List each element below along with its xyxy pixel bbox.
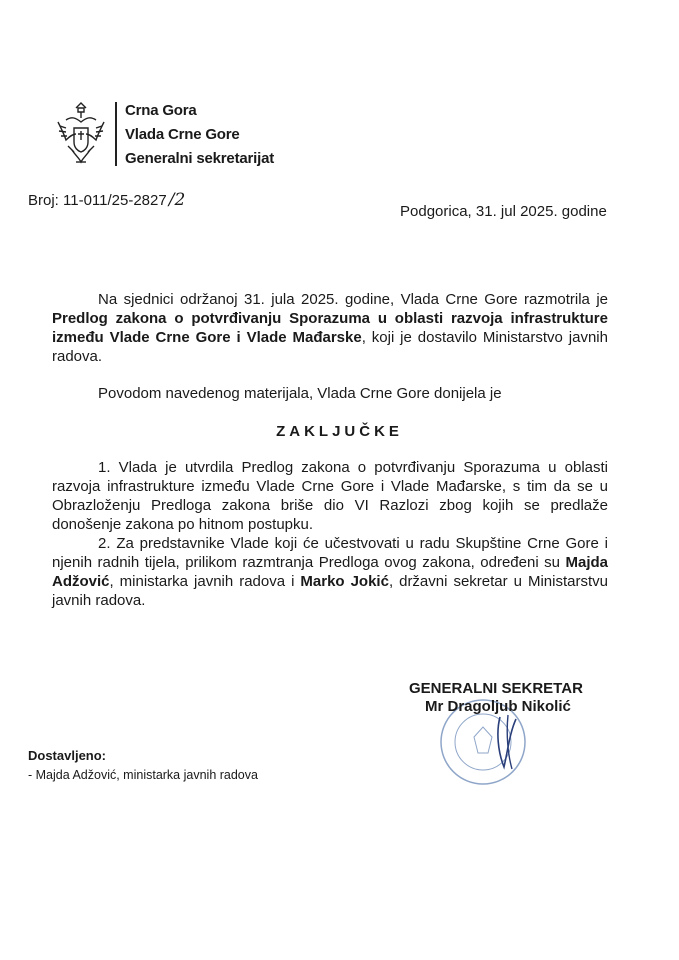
signature-title: GENERALNI SEKRETAR (409, 680, 583, 697)
item2-name-1: Majda Adžović (52, 554, 608, 590)
coat-of-arms-icon (52, 100, 110, 166)
item2-name-2: Marko Jokić (300, 573, 389, 590)
distribution-label: Dostavljeno: (28, 748, 107, 763)
paragraph-intro-end: , koji je dostavilo Ministarstvo javnih radova. (52, 329, 608, 365)
reference-number (28, 190, 185, 210)
distribution-item: - Majda Adžović, ministarka javnih radova (28, 768, 258, 782)
item2-text-a: 2. Za predstavnike Vlade koji će učestvovati u radu Skupštine Crne Gore i njenih radnih tijela, prilikom razmtranja Predloga ovog zakona, određeni su (52, 535, 608, 571)
paragraph-intro (52, 290, 608, 366)
paragraph-intro-bold: Predlog zakona o potvrđivanju Sporazuma u oblasti razvoja infrastrukture između Vlade Crne Gore i Vlade Mađarske (52, 310, 608, 346)
reference-number-text: Broj: 11-011/25-2827 (28, 192, 167, 209)
conclusion-item-2 (52, 534, 608, 610)
conclusion-item-1: 1. Vlada je utvrdila Predlog zakona o potvrđivanju Sporazuma u oblasti razvoja infrastrukture između Vlade Crne Gore i Vlade Mađarske, s tim da se u Obrazloženju Predloga zakona briše dio VI Razlozi zbog kojih se predlaže donošenje zakona po hitnom postupku. (52, 459, 608, 533)
paragraph-intro-start: Na sjednici održanoj 31. jula 2025. godine, Vlada Crne Gore razmotrila je (98, 291, 608, 308)
conclusions-title: ZAKLJUČKE (276, 423, 403, 440)
item2-text-b: , ministarka javnih radova i (109, 573, 295, 590)
header-government: Vlada Crne Gore (125, 126, 240, 143)
paragraph-decision: Povodom navedenog materijala, Vlada Crne Gore donijela je (98, 385, 502, 402)
header-divider (115, 102, 117, 166)
header-country: Crna Gora (125, 102, 197, 119)
place-date: Podgorica, 31. jul 2025. godine (400, 203, 607, 220)
item2-text-c: , državni sekretar u Ministarstvu javnih radova. (52, 573, 608, 609)
header-secretariat: Generalni sekretarijat (125, 150, 275, 167)
handwritten-suffix: /2 (168, 190, 186, 210)
signature-name: Mr Dragoljub Nikolić (425, 698, 571, 715)
